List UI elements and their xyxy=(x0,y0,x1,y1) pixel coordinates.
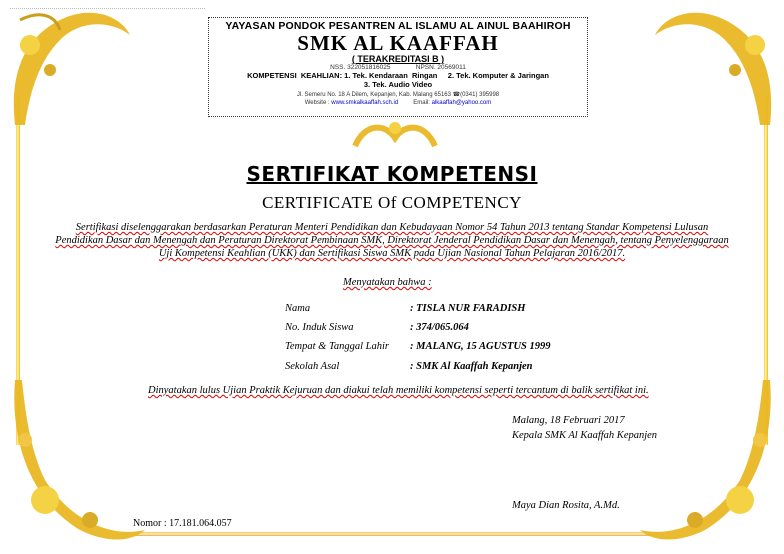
website-link[interactable]: www.smkalkaaffah.sch.id xyxy=(331,100,399,106)
certificate-title: SERTIFIKAT KOMPETENSI xyxy=(246,162,538,186)
nss: NSS. 322051816025 xyxy=(330,64,391,71)
field-value-school: : SMK Al Kaaffah Kepanjen xyxy=(410,361,533,372)
email-label: Email: xyxy=(413,100,430,106)
competencies-line-1: KOMPETENSI KEAHLIAN: 1. Tek. Kendaraan Ringan 2. Tek. Komputer & Jaringan xyxy=(247,71,549,80)
field-value-birth: : MALANG, 15 AGUSTUS 1999 xyxy=(410,341,551,352)
corner-ornament-top-right xyxy=(650,0,784,130)
signer-name: Maya Dian Rosita, A.Md. xyxy=(512,500,620,511)
declares-label xyxy=(343,277,432,288)
letterhead xyxy=(208,17,588,117)
field-label-name: Nama xyxy=(285,303,311,314)
border-bottom xyxy=(135,532,655,536)
accreditation: ( TERAKREDITASI B ) xyxy=(351,54,445,64)
foundation-name: YAYASAN PONDOK PESANTREN AL ISLAMU AL AINUL BAAHIROH xyxy=(225,20,571,32)
corner-ornament-bottom-right xyxy=(635,380,784,554)
declares-text: Menyatakan bahwa : xyxy=(343,277,432,288)
contact-line xyxy=(209,99,587,107)
npsn: NPSN. 20569011 xyxy=(415,64,466,71)
field-label-birth: Tempat & Tanggal Lahir xyxy=(285,341,389,352)
place-date: Malang, 18 Februari 2017 xyxy=(512,415,625,426)
statement xyxy=(148,385,649,396)
corner-ornament-top-left xyxy=(0,0,140,130)
certificate-number: Nomor : 17.181.064.057 xyxy=(133,518,232,529)
signer-title: Kepala SMK Al Kaaffah Kepanjen xyxy=(512,430,658,441)
field-label-student-id: No. Induk Siswa xyxy=(285,322,354,333)
field-value-student-id: : 374/065.064 xyxy=(410,322,469,333)
email-link[interactable]: alkaaffah@yahoo.com xyxy=(431,100,492,106)
statement-text: Dinyatakan lulus Ujian Praktik Kejuruan dan diakui telah memiliki kompetensi seperti tercantum di balik sertifikat ini. xyxy=(148,385,649,396)
corner-ornament-bottom-left xyxy=(0,380,150,554)
website-label: Website : xyxy=(304,100,330,106)
top-center-ornament xyxy=(350,118,440,148)
registration-numbers xyxy=(209,64,587,71)
certificate-subtitle: CERTIFICATE Of COMPETENCY xyxy=(262,193,522,212)
field-value-name: : TISLA NUR FARADISH xyxy=(410,303,526,314)
intro-paragraph xyxy=(55,221,729,260)
field-label-school: Sekolah Asal xyxy=(285,361,340,372)
intro-text: Sertifikasi diselenggarakan berdasarkan Peraturan Menteri Pendidikan dan Kebudayaan Nomor 54 Tahun 2013 tentang Standar Kompetensi Lulusan Pendidikan Dasar dan Menengah dan Peraturan Direktorat Pembinaan SMK, Direktorat Jenderal Pendidikan Dasar dan Menengah, tentang Penyelenggaraan Uji Kompetensi Keahlian (UKK) dan Sertifikasi Siswa SMK pada Ujian Nasional Tahun Pelajaran 2016/2017. xyxy=(55,222,729,259)
competencies-line-2: 3. Tek. Audio Video xyxy=(363,80,433,89)
school-name: SMK AL KAAFFAH xyxy=(297,31,499,55)
address: Jl. Semeru No. 18 A Dilem, Kepanjen, Kab. Malang 65163 ☎(0341) 395998 xyxy=(296,92,500,98)
